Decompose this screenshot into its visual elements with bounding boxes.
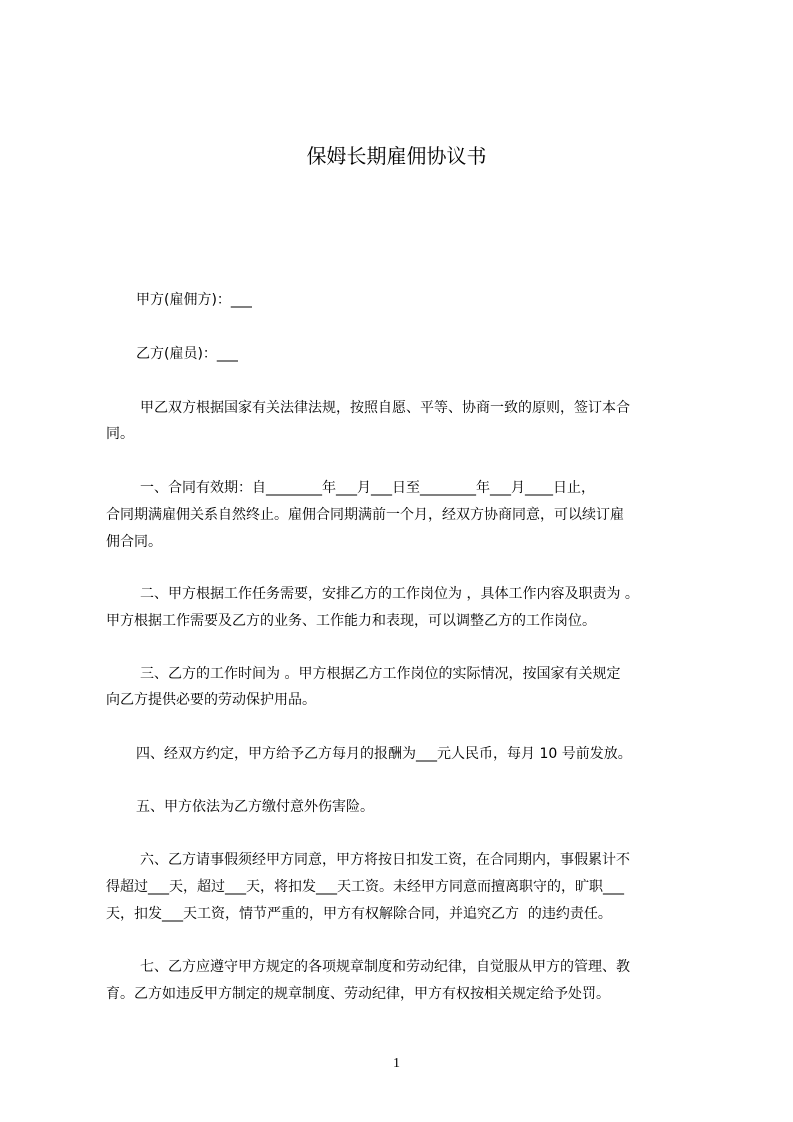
clause6-line-3: 天，扣发___天工资，情节严重的，甲方有权解除合同，并追究乙方 的违约责任。 [106,906,612,922]
clause6-line-2: 得超过___天，超过___天，将扣发___天工资。未经甲方同意而擅离职守的，旷职___ [106,879,624,895]
clause2-line-2: 甲方根据工作需要及乙方的业务、工作能力和表现，可以调整乙方的工作岗位。 [106,613,596,629]
clause3-line-1: 三、乙方的工作时间为 。甲方根据乙方工作岗位的实际情况，按国家有关规定 [140,666,621,682]
clause2-line-1: 二、甲方根据工作任务需要，安排乙方的工作岗位为 ，具体工作内容及职责为 。 [140,586,639,602]
party-b-line: 乙方(雇员)：___ [136,346,238,362]
document-title: 保姆长期雇佣协议书 [306,144,487,168]
intro-line-2: 同。 [106,426,134,442]
clause7-line-1: 七、乙方应遵守甲方规定的各项规章制度和劳动纪律，自觉服从甲方的管理、教 [140,959,630,975]
clause1-line-2: 合同期满雇佣关系自然终止。雇佣合同期满前一个月，经双方协商同意，可以续订雇 [106,507,624,523]
clause1-line-3: 佣合同。 [106,534,162,550]
clause7-line-2: 育。乙方如违反甲方制定的规章制度、劳动纪律，甲方有权按相关规定给予处罚。 [106,986,610,1002]
party-a-line: 甲方(雇佣方)：___ [136,292,252,308]
page-number: 1 [393,1056,400,1071]
clause6-line-1: 六、乙方请事假须经甲方同意，甲方将按日扣发工资，在合同期内，事假累计不 [140,852,630,868]
clause5-line-1: 五、甲方依法为乙方缴付意外伤害险。 [136,799,374,815]
clause4-line-1: 四、经双方约定，甲方给予乙方每月的报酬为___元人民币，每月 10 号前发放。 [136,746,632,762]
intro-line-1: 甲乙双方根据国家有关法律法规，按照自愿、平等、协商一致的原则，签订本合 [140,400,630,416]
clause3-line-2: 向乙方提供必要的劳动保护用品。 [106,692,316,708]
clause1-line-1: 一、合同有效期：自________年___月___日至________年___月____日止， [140,480,595,496]
